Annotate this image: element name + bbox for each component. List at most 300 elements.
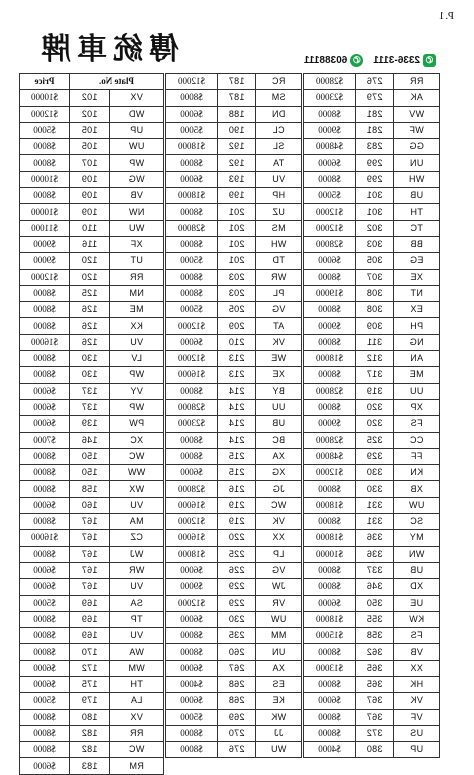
plate-letters: XE <box>256 367 302 383</box>
plate-price: $12000 <box>20 269 70 285</box>
plate-price: $8000 <box>166 448 218 464</box>
plate-letters: WW <box>110 465 164 481</box>
plate-letters: RR <box>110 725 164 741</box>
plate-letters: XE <box>394 269 440 285</box>
table-row <box>20 725 164 741</box>
plate-letters: VF <box>394 709 440 725</box>
table-row <box>20 595 164 611</box>
plate-digits: 102 <box>70 106 110 122</box>
plate-digits: 125 <box>70 285 110 301</box>
plate-digits: 169 <box>70 595 110 611</box>
plate-digits: 105 <box>70 139 110 155</box>
table-row <box>166 448 302 464</box>
plate-letters: VU <box>110 334 164 350</box>
plate-price: $8000 <box>20 285 70 301</box>
plate-digits: 305 <box>356 253 394 269</box>
plate-letters: AT <box>256 318 302 334</box>
plate-price: $12000 <box>304 220 356 236</box>
plate-price: $8000 <box>166 628 218 644</box>
table-row <box>166 139 302 155</box>
plate-letters: VX <box>110 90 164 106</box>
table-row <box>304 155 440 171</box>
table-row <box>20 204 164 220</box>
plate-digits: 355 <box>356 611 394 627</box>
table-row <box>20 628 164 644</box>
plate-price: $8000 <box>20 448 70 464</box>
plate-letters: TA <box>256 155 302 171</box>
table-row <box>20 399 164 415</box>
plate-letters: WC <box>110 742 164 758</box>
table-row <box>304 693 440 709</box>
plate-price: $8000 <box>304 644 356 660</box>
plate-digits: 380 <box>356 742 394 758</box>
plate-letters: WA <box>110 644 164 660</box>
plate-price: $18000 <box>304 497 356 513</box>
plate-letters: HP <box>256 188 302 204</box>
plate-letters: TP <box>110 611 164 627</box>
plate-digits: 281 <box>356 122 394 138</box>
table-row <box>304 416 440 432</box>
table-row <box>20 188 164 204</box>
plate-letters: MY <box>394 530 440 546</box>
plate-price: $8000 <box>166 204 218 220</box>
plate-letters: GG <box>394 139 440 155</box>
plate-digits: 303 <box>356 236 394 252</box>
plate-digits: 276 <box>218 742 256 758</box>
plate-digits: 330 <box>356 481 394 497</box>
table-row <box>304 253 440 269</box>
table-row <box>20 139 164 155</box>
plate-price: $8000 <box>20 139 70 155</box>
plate-price: $8000 <box>20 709 70 725</box>
table-row <box>304 595 440 611</box>
plate-price: $10000 <box>304 546 356 562</box>
table-row <box>20 693 164 709</box>
plate-price: $6000 <box>20 383 70 399</box>
table-row <box>166 514 302 530</box>
table-row <box>166 481 302 497</box>
plate-letters: KW <box>394 611 440 627</box>
plate-letters: WJ <box>110 546 164 562</box>
table-row <box>166 465 302 481</box>
plate-price: $8000 <box>20 302 70 318</box>
table-row <box>166 562 302 578</box>
plate-letters: WM <box>110 660 164 676</box>
plate-letters: JW <box>256 579 302 595</box>
table-row <box>166 742 302 758</box>
plate-letters: VY <box>110 383 164 399</box>
table-row <box>166 171 302 187</box>
plate-price: $9000 <box>304 416 356 432</box>
plate-letters: KN <box>394 465 440 481</box>
plate-digits: 192 <box>218 139 256 155</box>
table-row <box>304 220 440 236</box>
plate-letters: JJ <box>256 725 302 741</box>
plate-price: $7000 <box>20 432 70 448</box>
plate-digits: 137 <box>70 383 110 399</box>
plate-letters: ES <box>256 676 302 692</box>
table-row <box>20 742 164 758</box>
table-row <box>20 465 164 481</box>
plate-letters: VU <box>256 171 302 187</box>
plate-price: $8000 <box>20 481 70 497</box>
plate-price: $8000 <box>20 628 70 644</box>
plate-letters: CC <box>394 432 440 448</box>
plate-letters: SC <box>394 514 440 530</box>
plate-digits: 167 <box>70 546 110 562</box>
plate-price: $8000 <box>304 709 356 725</box>
plate-digits: 270 <box>218 725 256 741</box>
plate-digits: 367 <box>356 709 394 725</box>
table-row <box>166 693 302 709</box>
plate-digits: 126 <box>70 318 110 334</box>
plate-digits: 320 <box>356 399 394 415</box>
plate-digits: 311 <box>356 334 394 350</box>
plate-letters: WC <box>110 448 164 464</box>
table-row <box>166 302 302 318</box>
plate-letters: WU <box>110 220 164 236</box>
plate-digits: 160 <box>70 497 110 513</box>
table-row <box>166 530 302 546</box>
plate-price: $12000 <box>304 465 356 481</box>
plate-letters: VK <box>256 514 302 530</box>
table-row <box>20 285 164 301</box>
plate-price: $28000 <box>304 74 356 90</box>
table-row <box>304 530 440 546</box>
table-row <box>20 171 164 187</box>
plate-letters: XA <box>256 660 302 676</box>
plate-digits: 182 <box>70 725 110 741</box>
table-row <box>304 302 440 318</box>
table-row <box>20 432 164 448</box>
table-row <box>304 90 440 106</box>
plate-letters: XG <box>256 465 302 481</box>
plate-digits: 120 <box>70 269 110 285</box>
plate-letters: VU <box>110 497 164 513</box>
plate-price: $8000 <box>304 334 356 350</box>
plate-price: $13000 <box>304 660 356 676</box>
table-row <box>166 367 302 383</box>
plate-digits: 301 <box>356 204 394 220</box>
plate-letters: VX <box>110 709 164 725</box>
plate-digits: 336 <box>356 530 394 546</box>
plate-letters: WD <box>110 106 164 122</box>
plate-letters: XX <box>256 530 302 546</box>
plate-letters: WP <box>110 399 164 415</box>
table-row <box>166 204 302 220</box>
plate-price: $5000 <box>20 693 70 709</box>
table-row <box>304 351 440 367</box>
plate-letters: UW <box>256 611 302 627</box>
plate-price: $8000 <box>166 90 218 106</box>
plate-price: $8000 <box>304 302 356 318</box>
plate-price: $6000 <box>20 660 70 676</box>
plate-digits: 226 <box>218 562 256 578</box>
plate-price: $18000 <box>166 546 218 562</box>
plate-table-3 <box>303 73 440 758</box>
plate-digits: 235 <box>218 628 256 644</box>
plate-letters: VG <box>256 302 302 318</box>
plate-digits: 319 <box>356 383 394 399</box>
plate-letters: NW <box>110 204 164 220</box>
table-row <box>304 383 440 399</box>
plate-digits: 307 <box>356 269 394 285</box>
plate-digits: 331 <box>356 497 394 513</box>
plate-digits: 167 <box>70 562 110 578</box>
plate-price: $8000 <box>166 383 218 399</box>
plate-digits: 201 <box>218 253 256 269</box>
plate-letters: VU <box>110 579 164 595</box>
plate-digits: 279 <box>356 90 394 106</box>
table-row <box>166 155 302 171</box>
plate-digits: 214 <box>218 432 256 448</box>
plate-digits: 331 <box>356 514 394 530</box>
page-number: P.1 <box>437 10 454 22</box>
plate-digits: 214 <box>218 399 256 415</box>
plate-digits: 130 <box>70 367 110 383</box>
table-row <box>166 432 302 448</box>
plate-price: $28000 <box>304 236 356 252</box>
plate-price: $8000 <box>20 188 70 204</box>
plate-digits: 109 <box>70 188 110 204</box>
plate-digits: 329 <box>356 448 394 464</box>
plate-digits: 220 <box>218 530 256 546</box>
plate-digits: 183 <box>70 758 110 774</box>
plate-price: $28000 <box>304 432 356 448</box>
plate-letters: VK <box>256 334 302 350</box>
plate-price: $48000 <box>304 448 356 464</box>
plate-price: $12000 <box>166 514 218 530</box>
plate-digits: 219 <box>218 514 256 530</box>
contact-bar <box>294 52 436 68</box>
plate-letters: UB <box>256 416 302 432</box>
plate-table-2 <box>165 73 302 758</box>
plate-digits: 116 <box>70 236 110 252</box>
plate-price: $8000 <box>304 367 356 383</box>
plate-digits: 312 <box>356 351 394 367</box>
plate-letters: XB <box>394 481 440 497</box>
table-row <box>166 676 302 692</box>
plate-digits: 260 <box>218 644 256 660</box>
plate-price: $6000 <box>166 611 218 627</box>
plate-price: $12000 <box>166 74 218 90</box>
plate-price: $10000 <box>20 90 70 106</box>
plate-digits: 281 <box>356 106 394 122</box>
table-row <box>20 253 164 269</box>
table-row <box>20 514 164 530</box>
whatsapp-number: 60388111 <box>303 54 348 66</box>
plate-price: $8000 <box>20 367 70 383</box>
plate-digits: 230 <box>218 611 256 627</box>
plate-price: $5000 <box>166 122 218 138</box>
plate-digits: 107 <box>70 155 110 171</box>
table-row <box>304 497 440 513</box>
table-row <box>304 660 440 676</box>
plate-letters: LP <box>256 546 302 562</box>
plate-digits: 139 <box>70 416 110 432</box>
plate-price: $8000 <box>20 465 70 481</box>
plate-table-1 <box>19 73 164 775</box>
plate-price: $8000 <box>20 351 70 367</box>
plate-letters: FF <box>394 448 440 464</box>
plate-digits: 337 <box>356 562 394 578</box>
plate-letters: WF <box>394 122 440 138</box>
plate-letters: MA <box>110 514 164 530</box>
plate-price: $8000 <box>20 725 70 741</box>
plate-digits: 201 <box>218 220 256 236</box>
table-row <box>166 188 302 204</box>
plate-price: $18000 <box>304 351 356 367</box>
plate-price: $6000 <box>166 562 218 578</box>
plate-price: $8000 <box>20 514 70 530</box>
plate-letters: RR <box>394 74 440 90</box>
plate-letters: XD <box>394 579 440 595</box>
plate-digits: 210 <box>218 334 256 350</box>
plate-letters: VR <box>256 595 302 611</box>
plate-letters: WH <box>394 171 440 187</box>
plate-price: $6000 <box>166 106 218 122</box>
plate-digits: 179 <box>70 693 110 709</box>
plate-price: $28000 <box>166 399 218 415</box>
plate-letters: WE <box>256 351 302 367</box>
plate-digits: 201 <box>218 204 256 220</box>
plate-letters: ME <box>110 302 164 318</box>
plate-letters: UB <box>394 562 440 578</box>
plate-price: $8000 <box>20 742 70 758</box>
plate-price: $16000 <box>166 530 218 546</box>
plate-letters: FS <box>394 628 440 644</box>
plate-digits: 209 <box>218 318 256 334</box>
plate-letters: UB <box>394 188 440 204</box>
table-row <box>20 497 164 513</box>
plate-letters: NM <box>110 285 164 301</box>
plate-price: $8000 <box>304 579 356 595</box>
plate-price: $6000 <box>304 595 356 611</box>
plate-letters: VB <box>394 644 440 660</box>
plate-price: $8000 <box>304 481 356 497</box>
plate-letters: NG <box>394 334 440 350</box>
plate-digits: 299 <box>356 171 394 187</box>
table-row <box>304 579 440 595</box>
plate-digits: 229 <box>218 595 256 611</box>
plate-price: $12000 <box>166 318 218 334</box>
plate-price: $9000 <box>20 253 70 269</box>
plate-digits: 182 <box>70 742 110 758</box>
plate-digits: 190 <box>218 122 256 138</box>
plate-price: $8000 <box>304 269 356 285</box>
plate-digits: 150 <box>70 448 110 464</box>
plate-letters: XA <box>256 448 302 464</box>
plate-digits: 126 <box>70 302 110 318</box>
table-row <box>304 74 440 90</box>
table-row <box>304 236 440 252</box>
plate-price: $8000 <box>20 644 70 660</box>
plate-digits: 325 <box>356 432 394 448</box>
table-row <box>304 367 440 383</box>
plate-price: $9000 <box>20 236 70 252</box>
plate-letters: KX <box>110 318 164 334</box>
plate-digits: 336 <box>356 546 394 562</box>
plate-digits: 205 <box>218 302 256 318</box>
price-header: Price <box>20 74 70 90</box>
plate-digits: 214 <box>218 416 256 432</box>
plate-digits: 269 <box>218 709 256 725</box>
table-row <box>304 676 440 692</box>
plate-price: $16000 <box>20 530 70 546</box>
plate-letters: SA <box>110 595 164 611</box>
table-row <box>20 546 164 562</box>
plate-price: $16000 <box>20 334 70 350</box>
plate-letters: UZ <box>256 204 302 220</box>
plate-price: $6000 <box>20 579 70 595</box>
plate-letters: WP <box>110 367 164 383</box>
table-row <box>166 334 302 350</box>
plate-letters: UE <box>394 595 440 611</box>
table-row <box>20 481 164 497</box>
plate-letters: LA <box>110 693 164 709</box>
plate-letters: TH <box>110 676 164 692</box>
table-row <box>166 318 302 334</box>
table-row <box>166 90 302 106</box>
plate-price: $8000 <box>166 742 218 758</box>
plate-price: $6000 <box>20 399 70 415</box>
plate-letters: WH <box>256 236 302 252</box>
plate-price: $4000 <box>304 742 356 758</box>
plate-letters: UN <box>256 644 302 660</box>
plate-letters: LV <box>110 351 164 367</box>
plate-letters: RM <box>110 758 164 774</box>
plate-letters: VK <box>394 693 440 709</box>
table-row <box>304 562 440 578</box>
plate-price: $8000 <box>166 236 218 252</box>
plate-letters: TC <box>394 220 440 236</box>
plate-letters: XF <box>110 236 164 252</box>
plate-price: $18000 <box>166 188 218 204</box>
plate-letters: BC <box>256 432 302 448</box>
plate-price: $12000 <box>166 351 218 367</box>
table-row <box>166 579 302 595</box>
table-row <box>166 220 302 236</box>
table-row <box>166 611 302 627</box>
plate-digits: 301 <box>356 188 394 204</box>
plate-letters: VU <box>110 628 164 644</box>
plate-price: $8000 <box>304 399 356 415</box>
table-row <box>20 155 164 171</box>
plate-letters: UW <box>110 139 164 155</box>
plate-digits: 358 <box>356 628 394 644</box>
plate-price: $9000 <box>166 579 218 595</box>
plate-digits: 120 <box>70 253 110 269</box>
plate-digits: 302 <box>356 220 394 236</box>
plate-letters: VG <box>256 562 302 578</box>
plate-digits: 167 <box>70 514 110 530</box>
plate-letters: WC <box>256 497 302 513</box>
plate-digits: 150 <box>70 465 110 481</box>
table-row <box>20 676 164 692</box>
plate-letters: US <box>394 725 440 741</box>
plate-digits: 215 <box>218 465 256 481</box>
plate-price: $12000 <box>20 106 70 122</box>
plate-price: $6000 <box>304 253 356 269</box>
plate-price: $6000 <box>166 171 218 187</box>
table-row <box>166 725 302 741</box>
plate-digits: 229 <box>218 579 256 595</box>
plate-price: $28000 <box>304 383 356 399</box>
plate-digits: 167 <box>70 579 110 595</box>
table-row <box>166 122 302 138</box>
plate-letters: WN <box>394 546 440 562</box>
table-row <box>304 122 440 138</box>
